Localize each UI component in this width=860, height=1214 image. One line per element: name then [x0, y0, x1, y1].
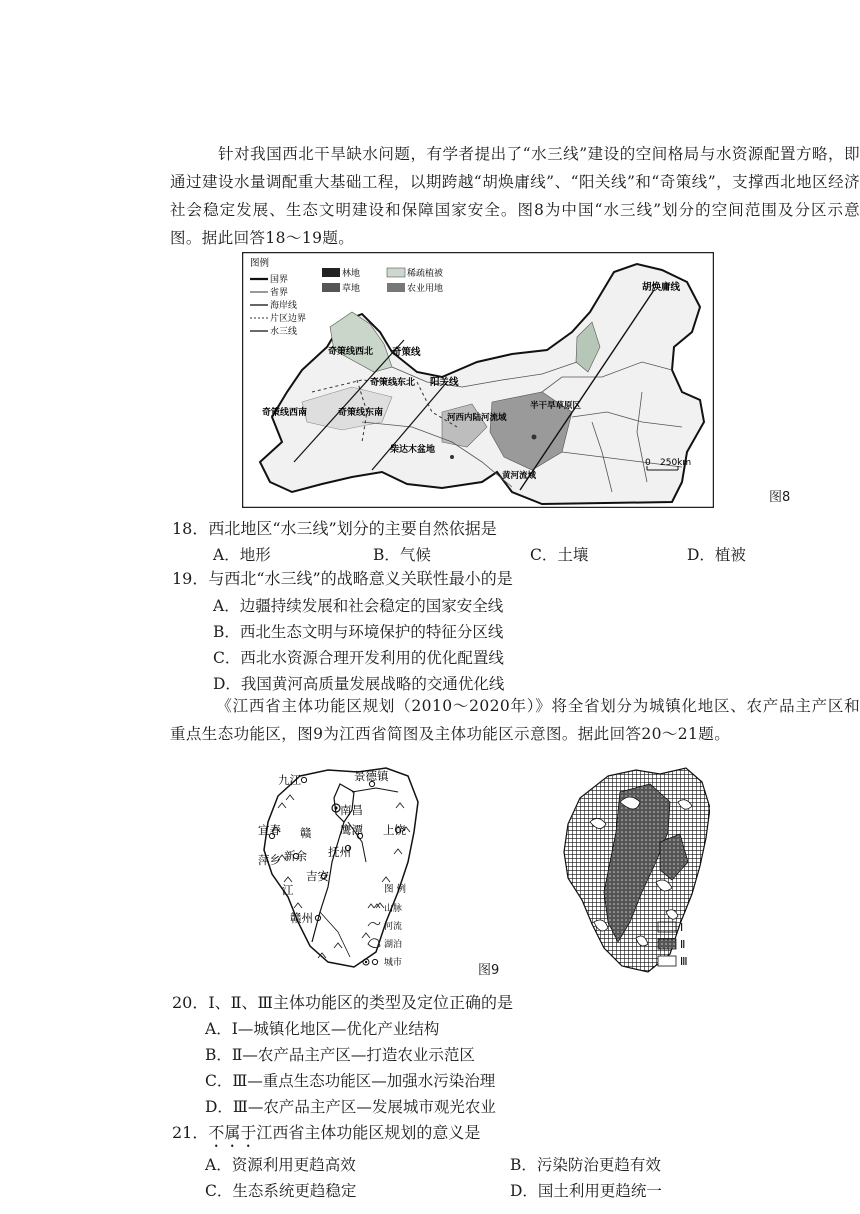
q21-emphasis: 不属于	[208, 1123, 257, 1142]
q21-rest: 江西省主体功能区规划的意义是	[256, 1123, 481, 1142]
china-map-svg	[242, 252, 714, 508]
label-qaidam: 柴达木盆地	[390, 445, 436, 455]
zone-legend-ii: Ⅱ	[680, 938, 686, 951]
label-qice-nw: 奇策线西北	[328, 347, 374, 357]
label-jiang: 江	[282, 883, 294, 897]
zone-legend	[658, 921, 688, 968]
legend-item-shuisanxian: 水三线	[270, 327, 298, 337]
q21-option-c: C．生态系统更趋稳定	[205, 1182, 357, 1200]
legend-item-shengjie: 省界	[270, 288, 289, 298]
legend-title: 图例	[250, 258, 270, 269]
q21-option-d: D．国土利用更趋统一	[510, 1182, 662, 1200]
zone-legend-iii: Ⅲ	[680, 955, 688, 968]
q21-option-b: B．污染防治更趋有效	[510, 1156, 661, 1174]
q18-option-a: A．地形	[213, 546, 271, 564]
label-huhuanyong: 胡焕庸线	[642, 282, 681, 293]
q19-option-a: A．边疆持续发展和社会稳定的国家安全线	[213, 597, 504, 615]
city-ganzhou: 赣州	[290, 911, 313, 925]
q20-option-a: A．Ⅰ—城镇化地区—优化产业结构	[205, 1020, 440, 1038]
q19-option-c: C．西北水资源合理开发利用的优化配置线	[213, 649, 504, 667]
q19-option-b: B．西北生态文明与环境保护的特征分区线	[213, 623, 504, 641]
city-pingxiang: 萍乡	[258, 853, 281, 867]
city-jingdezhen: 景德镇	[354, 769, 389, 783]
question-21-stem	[172, 1123, 480, 1151]
city-xinyu: 新余	[284, 849, 307, 863]
figure-8-caption: 图8	[769, 490, 791, 505]
passage-2	[170, 692, 860, 748]
fig9-legend-title: 图 例	[384, 884, 407, 895]
label-yangguan: 阳关线	[430, 377, 459, 388]
legend-item-guojie: 国界	[270, 275, 289, 285]
city-yichun: 宜春	[258, 823, 281, 837]
label-huanghe: 黄河流域	[502, 471, 537, 481]
legend-item-haian: 海岸线	[270, 301, 298, 311]
city-yingtan: 鹰潭	[340, 823, 363, 837]
city-jiujiang: 九江	[278, 773, 301, 787]
figure-8-map	[242, 252, 714, 508]
fig9-legend-river: 河流	[384, 922, 403, 932]
q21-number: 21．	[172, 1123, 209, 1142]
city-nanchang: 南昌	[340, 803, 363, 817]
legend-fill-grass: 草地	[342, 284, 361, 294]
q21-option-a: A．资源利用更趋高效	[205, 1156, 356, 1174]
legend-fill-farm: 农业用地	[407, 284, 444, 294]
q20-option-b: B．Ⅱ—农产品主产区—打造农业示范区	[205, 1046, 475, 1064]
city-jian: 吉安	[306, 869, 329, 883]
label-qice-ne: 奇策线东北	[370, 378, 416, 388]
legend-fill-forest: 林地	[342, 269, 361, 279]
figure-9-zone-map	[560, 762, 710, 978]
q18-option-c: C．土壤	[530, 546, 589, 564]
q18-option-d: D．植被	[687, 546, 746, 564]
q20-option-d: D．Ⅲ—农产品主产区—发展城市观光农业	[205, 1098, 496, 1116]
q19-option-d: D．我国黄河高质量发展战略的交通优化线	[213, 675, 505, 693]
fig9-legend-mountain: 山脉	[384, 904, 403, 914]
city-shangrao: 上饶	[383, 823, 406, 837]
passage-1-text: 针对我国西北干旱缺水问题，有学者提出了“水三线”建设的空间格局与水资源配置方略，即通过建设水量调配重大基础工程，以期跨越“胡焕庸线”、“阳关线”和“奇策线”，支撑西北地区经济社会稳定发展、生态文明建设和保障国家安全。图8为中国“水三线”划分的空间范围及分区示意图。据此回答18～19题。	[170, 145, 860, 247]
city-fuzhou: 抚州	[328, 845, 351, 859]
label-banganhan: 半干旱草原区	[530, 401, 582, 411]
question-18-stem: 18．西北地区“水三线”划分的主要自然依据是	[172, 519, 497, 538]
passage-1	[170, 140, 860, 252]
fig9-legend-lake: 湖泊	[384, 940, 403, 950]
legend-item-pianqu: 片区边界	[270, 314, 307, 324]
question-19-stem: 19．与西北“水三线”的战略意义关联性最小的是	[172, 569, 513, 588]
scale-value: 250km	[660, 458, 692, 468]
label-gan: 赣	[300, 826, 312, 840]
fig9-legend-city: 城市	[384, 958, 403, 968]
figure-9-sketch-map	[258, 762, 428, 974]
label-qice-se: 奇策线东南	[338, 408, 384, 418]
question-20-stem: 20．Ⅰ、Ⅱ、Ⅲ主体功能区的类型及定位正确的是	[172, 993, 513, 1012]
q20-option-c: C．Ⅲ—重点生态功能区—加强水污染治理	[205, 1072, 496, 1090]
label-qice: 奇策线	[392, 347, 421, 358]
passage-2-text: 《江西省主体功能区规划（2010～2020年）》将全省划分为城镇化地区、农产品主产区和重点生态功能区，图9为江西省简图及主体功能区示意图。据此回答20～21题。	[170, 697, 860, 743]
q18-option-b: B．气候	[373, 546, 431, 564]
label-hexi: 河西内陆河流域	[447, 413, 507, 423]
label-qice-sw: 奇策线西南	[262, 408, 308, 418]
zone-legend-i: Ⅰ	[680, 921, 684, 934]
legend-fill-sparse: 稀疏植被	[407, 269, 444, 279]
figure-9-caption: 图9	[478, 963, 500, 978]
scale-zero: 0	[645, 458, 651, 468]
